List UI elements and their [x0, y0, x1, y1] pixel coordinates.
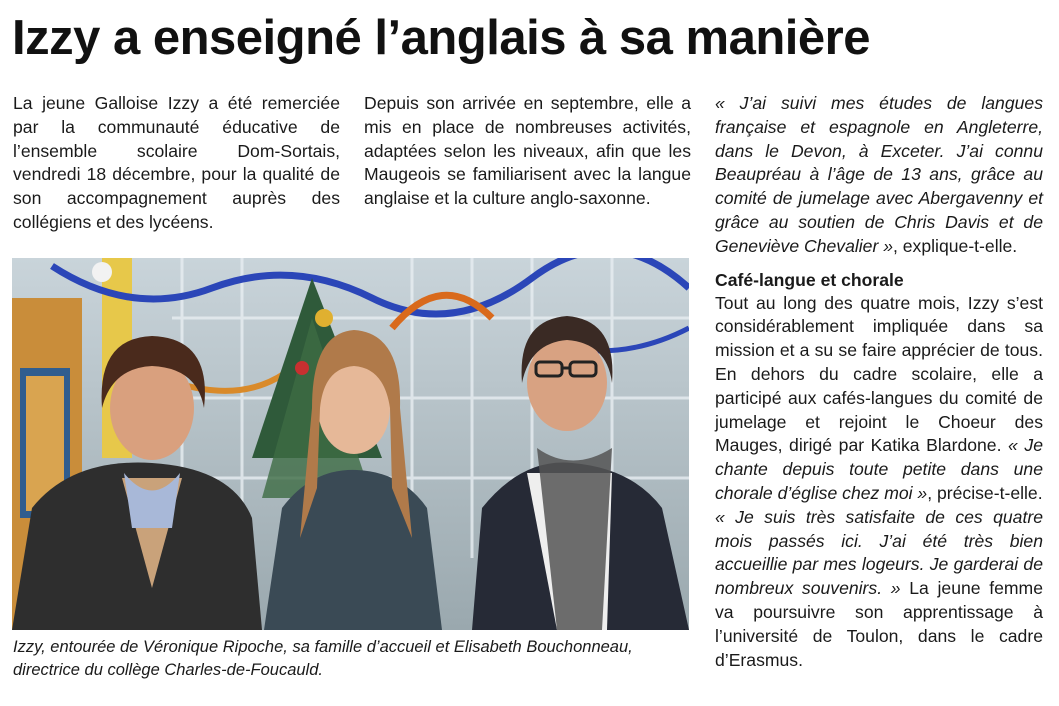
article-column-2 — [364, 92, 691, 211]
quote-attribution-1: , explique-t-elle. — [893, 235, 1018, 256]
body-paragraph-4 — [715, 506, 1043, 673]
photo-caption: Izzy, entourée de Véronique Ripoche, sa famille d’accueil et Elisabeth Bouchonneau, directrice du collège Charles-de-Foucauld. — [13, 638, 633, 679]
quote-paragraph — [715, 92, 1043, 259]
subheading: Café-langue et chorale — [715, 269, 904, 290]
body-text-4: La jeune femme va poursuivre son apprentissage à l’université de Toulon, dans le cadre d’Erasmus. — [715, 578, 1044, 670]
body-paragraph-3 — [715, 292, 1043, 506]
headline: Izzy a enseigné l’anglais à sa manière — [12, 11, 870, 65]
article-column-3 — [715, 92, 1043, 672]
quote-choir: « Je chante depuis toute petite dans une chorale d’église chez moi » — [715, 435, 1043, 503]
article-column-1 — [13, 92, 340, 235]
quote-attribution-2: , précise-t-elle. — [927, 482, 1043, 503]
quote-izzy-studies: « J’ai suivi mes études de langues française et espagnole en Angleterre, dans le Devon, à Exceter. J’ai connu Beaupréau à l’âge de 13 ans, grâce au comité de jumelage avec Abergavenny et grâce au soutien de Chris Davis et de Geneviève Chevalier » — [715, 93, 1043, 256]
body-text-3: Tout au long des quatre mois, Izzy s’est considérablement impliquée dans sa mission et a su se faire apprécier de tous. En dehors du cadre scolaire, elle a participé aux cafés-langues du comité de jumelage et rejoint le Choeur des Mauges, dirigé par Katika Blardone. — [715, 292, 1043, 456]
quote-satisfaction: « Je suis très satisfaite de ces quatre mois passés ici. J’ai été très bien accueillie par mes logeurs. Je garderai de nombreux souvenirs. » — [715, 506, 1043, 599]
intro-paragraph: La jeune Galloise Izzy a été remerciée par la communauté éducative de l’ensemble scolaire Dom-Sortais, vendredi 18 décembre, pour la qualité de son accompagnement auprès des collégiens et des lycéens. — [13, 93, 340, 232]
article-photo — [12, 258, 689, 630]
body-paragraph-2: Depuis son arrivée en septembre, elle a mis en place de nombreuses activités, adaptées selon les niveaux, afin que les Maugeois se familiarisent avec la langue anglaise et la culture anglo-saxonne. — [364, 93, 691, 209]
